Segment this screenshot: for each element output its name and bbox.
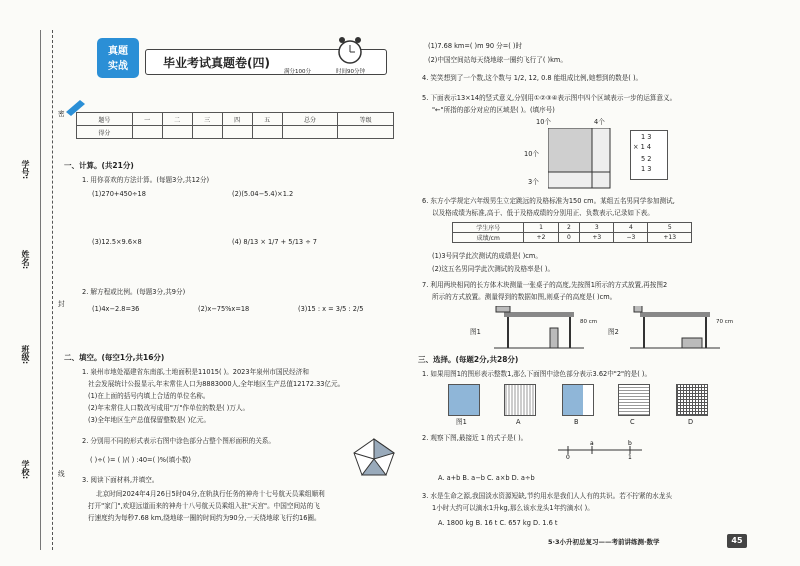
svg-text:0: 0	[566, 454, 570, 460]
full-score: 满分100分	[284, 69, 311, 75]
binding-line	[40, 30, 41, 550]
score-cell	[282, 126, 338, 139]
table-cell: 成绩/cm	[453, 233, 524, 243]
jump-results-table	[452, 222, 692, 243]
score-cell	[338, 126, 394, 139]
table-header-cell: 学生序号	[453, 223, 524, 233]
option-label: C	[630, 418, 635, 426]
mult-line: × 1 4	[633, 143, 652, 151]
s1-q1d: (4) 8/13 × 1/7 + 5/13 ÷ 7	[232, 238, 318, 246]
r-q6b: (2)这五名男同学此次测试的及格率是( )。	[432, 265, 555, 273]
option-d-square	[676, 384, 708, 416]
mult-line: 1 3	[641, 133, 652, 141]
s2-q1-line3: (1)在上面的括号内填上合适的单位名称。	[88, 392, 210, 400]
s1-q2a: (1)4x−2.8=36	[92, 305, 140, 313]
s2-q2-line1: 2. 分别用不同的形式表示右图中涂色部分占整个图形面积的关系。	[82, 437, 276, 445]
seal-mark-top: 密	[58, 110, 65, 118]
option-label: B	[574, 418, 579, 426]
s1-q1a: (1)270+450÷18	[92, 190, 146, 198]
r-q7-line1: 7. 利用两块相同的长方体木块测量一张桌子的高度,先按图1所示的方式放置,再按图2	[422, 281, 668, 289]
table-cell: 0	[558, 233, 580, 243]
score-table	[76, 112, 394, 139]
option-a-square	[504, 384, 536, 416]
c-q1: 1. 如果用图1的图形表示整数1,那么下面图中涂色部分表示3.62中"2"的是( )。	[422, 370, 652, 378]
footer-text: 5·3小升初总复习——考前讲练测·数学	[548, 538, 660, 546]
fig1-label: 图1	[470, 328, 481, 336]
section3-title: 三、选择。(每题2分,共28分)	[418, 355, 519, 364]
table-header-cell: 3	[580, 223, 614, 233]
vertical-multiplication-box	[630, 130, 668, 180]
page-title: 毕业考试真题卷(四)	[163, 56, 270, 70]
s2-q3-line1: 3. 阅读下面材料,并填空。	[82, 476, 159, 484]
fig1-measure: 80 cm	[580, 319, 598, 325]
s2-q3-line2: 北京时间2024年4月26日5时04分,在轨执行任务的神舟十七号航天员乘组顺利	[96, 490, 325, 498]
seal-mark-bottom: 线	[58, 470, 65, 478]
r-q5-line2: "←"所指的部分对应的区域是( )。(填序号)	[432, 106, 555, 114]
table-figure-2	[630, 306, 720, 350]
score-header-cell: 总分	[282, 113, 338, 126]
svg-text:a: a	[590, 440, 594, 447]
option-b-square	[562, 384, 594, 416]
svg-text:1: 1	[628, 454, 632, 460]
r-q6-line2: 以及格成绩为标准,高于、低于及格成绩的分别用正、负数表示,记录如下表。	[432, 209, 654, 217]
table-cell: −3	[614, 233, 648, 243]
id-label: 学号:	[21, 160, 30, 180]
score-cell	[192, 126, 222, 139]
option-label: A	[516, 418, 521, 426]
exam-time: 时间90分钟	[336, 69, 365, 75]
mult-line: 1 3	[641, 165, 652, 173]
s2-q3-line3: 打开"家门",欢迎远道而来的神舟十八号航天员乘组入驻"天宫"。中国空间站的飞	[88, 502, 320, 510]
name-label: 姓名:	[21, 250, 30, 270]
table-cell: +3	[580, 233, 614, 243]
real-exam-badge	[97, 38, 139, 78]
c-q3-line1: 3. 水是生命之源,我国淡水资源短缺,节约用水是我们人人有的共识。若不拧紧的水龙头	[422, 492, 672, 500]
s2-q1-line5: (3)全年地区生产总值保留整数是( )亿元。	[88, 416, 211, 424]
cut-line	[52, 30, 53, 550]
score-header-cell: 二	[162, 113, 192, 126]
grid-left-label-1: 10个	[524, 150, 539, 158]
table-figure-1	[494, 306, 584, 350]
svg-text:b: b	[628, 440, 632, 447]
score-cell	[222, 126, 252, 139]
score-header-cell: 四	[222, 113, 252, 126]
score-cell	[252, 126, 282, 139]
c-q2-options: A. a+b B. a−b C. a×b D. a÷b	[438, 474, 535, 482]
mult-line: 5 2	[641, 155, 652, 163]
grid-top-label-2: 4个	[594, 118, 605, 126]
badge-line2: 实战	[108, 61, 128, 72]
s1-q1b: (2)(5.04−5.4)×1.2	[232, 190, 294, 198]
score-cell	[162, 126, 192, 139]
c-q3-line2: 1小时大约可以滴水1升kg,那么该水龙头1年约滴水( )。	[432, 504, 594, 512]
alarm-clock-icon	[335, 32, 365, 66]
table-cell: +13	[648, 233, 692, 243]
dot-grid-figure	[548, 128, 612, 190]
s1-q2b: (2)x−75%x=18	[198, 305, 250, 313]
c-q3-options: A. 1800 kg B. 16 t C. 657 kg D. 1.6 t	[438, 519, 558, 527]
s1-q2c: (3)15 : x = 3/5 : 2/5	[298, 305, 364, 313]
fig2-label: 图2	[608, 328, 619, 336]
fig2-measure: 70 cm	[716, 319, 734, 325]
section1-title: 一、计算。(共21分)	[64, 161, 134, 170]
grid-left-label-2: 3个	[528, 178, 539, 186]
r-q3-1: (1)7.68 km=( )m 90 分=( )时	[428, 42, 523, 50]
r-q7-line2: 所示的方式放置。测量得到的数据如图,则桌子的高度是( )cm。	[432, 293, 617, 301]
score-row-label: 得分	[77, 126, 133, 139]
badge-line1: 真题	[108, 46, 128, 57]
score-header-cell: 五	[252, 113, 282, 126]
grid-top-label-1: 10个	[536, 118, 551, 126]
s1-q2: 2. 解方程或比例。(每题3分,共9分)	[82, 288, 186, 296]
table-cell: +2	[524, 233, 558, 243]
option-label: 图1	[456, 418, 467, 426]
table-header-cell: 5	[648, 223, 692, 233]
r-q5-line1: 5. 下面表示13×14的竖式意义,分别用①②③④表示图中四个区域表示一步的运算意义。	[422, 94, 677, 102]
s2-q1-line1: 1. 泉州市地处福建省东南部,土地面积是11015( )。2023年泉州市国民经济和	[82, 368, 309, 376]
s1-q1c: (3)12.5×9.6×8	[92, 238, 142, 246]
score-header-cell: 等级	[338, 113, 394, 126]
option-c-square	[618, 384, 650, 416]
s1-q1: 1. 用你喜欢的方法计算。(每题3分,共12分)	[82, 176, 210, 184]
score-header-cell: 一	[132, 113, 162, 126]
class-label: 班级:	[21, 345, 30, 365]
fig-1-square	[448, 384, 480, 416]
table-header-cell: 4	[614, 223, 648, 233]
number-line	[556, 440, 646, 460]
pentagon-figure	[352, 437, 396, 477]
r-q6a: (1)3号同学此次测试的成绩是( )cm。	[432, 252, 542, 260]
seal-mark-mid: 封	[58, 300, 65, 308]
s2-q3-line4: 行速度约为每秒7.68 km,绕地球一圈的时间约为90分,一天绕地球飞行约16圈。	[88, 514, 321, 522]
score-header-cell: 题号	[77, 113, 133, 126]
option-label: D	[688, 418, 694, 426]
c-q2: 2. 观察下图,最接近 1 的式子是( )。	[422, 434, 528, 442]
r-q6-line1: 6. 东方小学规定六年级男生立定跳远的及格标准为150 cm。某组五名男同学参加测试,	[422, 197, 675, 205]
s2-q1-line4: (2)年末常住人口数改写成用"万"作单位的数是( )万人。	[88, 404, 250, 412]
school-label: 学校:	[21, 460, 30, 480]
score-cell	[132, 126, 162, 139]
table-header-cell: 1	[524, 223, 558, 233]
r-q3-2: (2)中国空间站每天绕地球一圈约飞行了( )km。	[428, 56, 567, 64]
section2-title: 二、填空。(每空1分,共16分)	[64, 353, 165, 362]
table-header-cell: 2	[558, 223, 580, 233]
score-header-cell: 三	[192, 113, 222, 126]
s2-q2-line2: ( )÷( )= ( )/( ) :40=( )%(填小数)	[90, 456, 191, 464]
r-q4: 4. 笑笑想到了一个数,这个数与 1/2, 12, 0.8 能组成比例,她想到的数是( )。	[422, 74, 643, 82]
page-number: 45	[727, 534, 747, 548]
s2-q1-line2: 社会发展统计公报显示,年末常住人口为8883000人,全年地区生产总值12172.33亿元。	[88, 380, 345, 388]
